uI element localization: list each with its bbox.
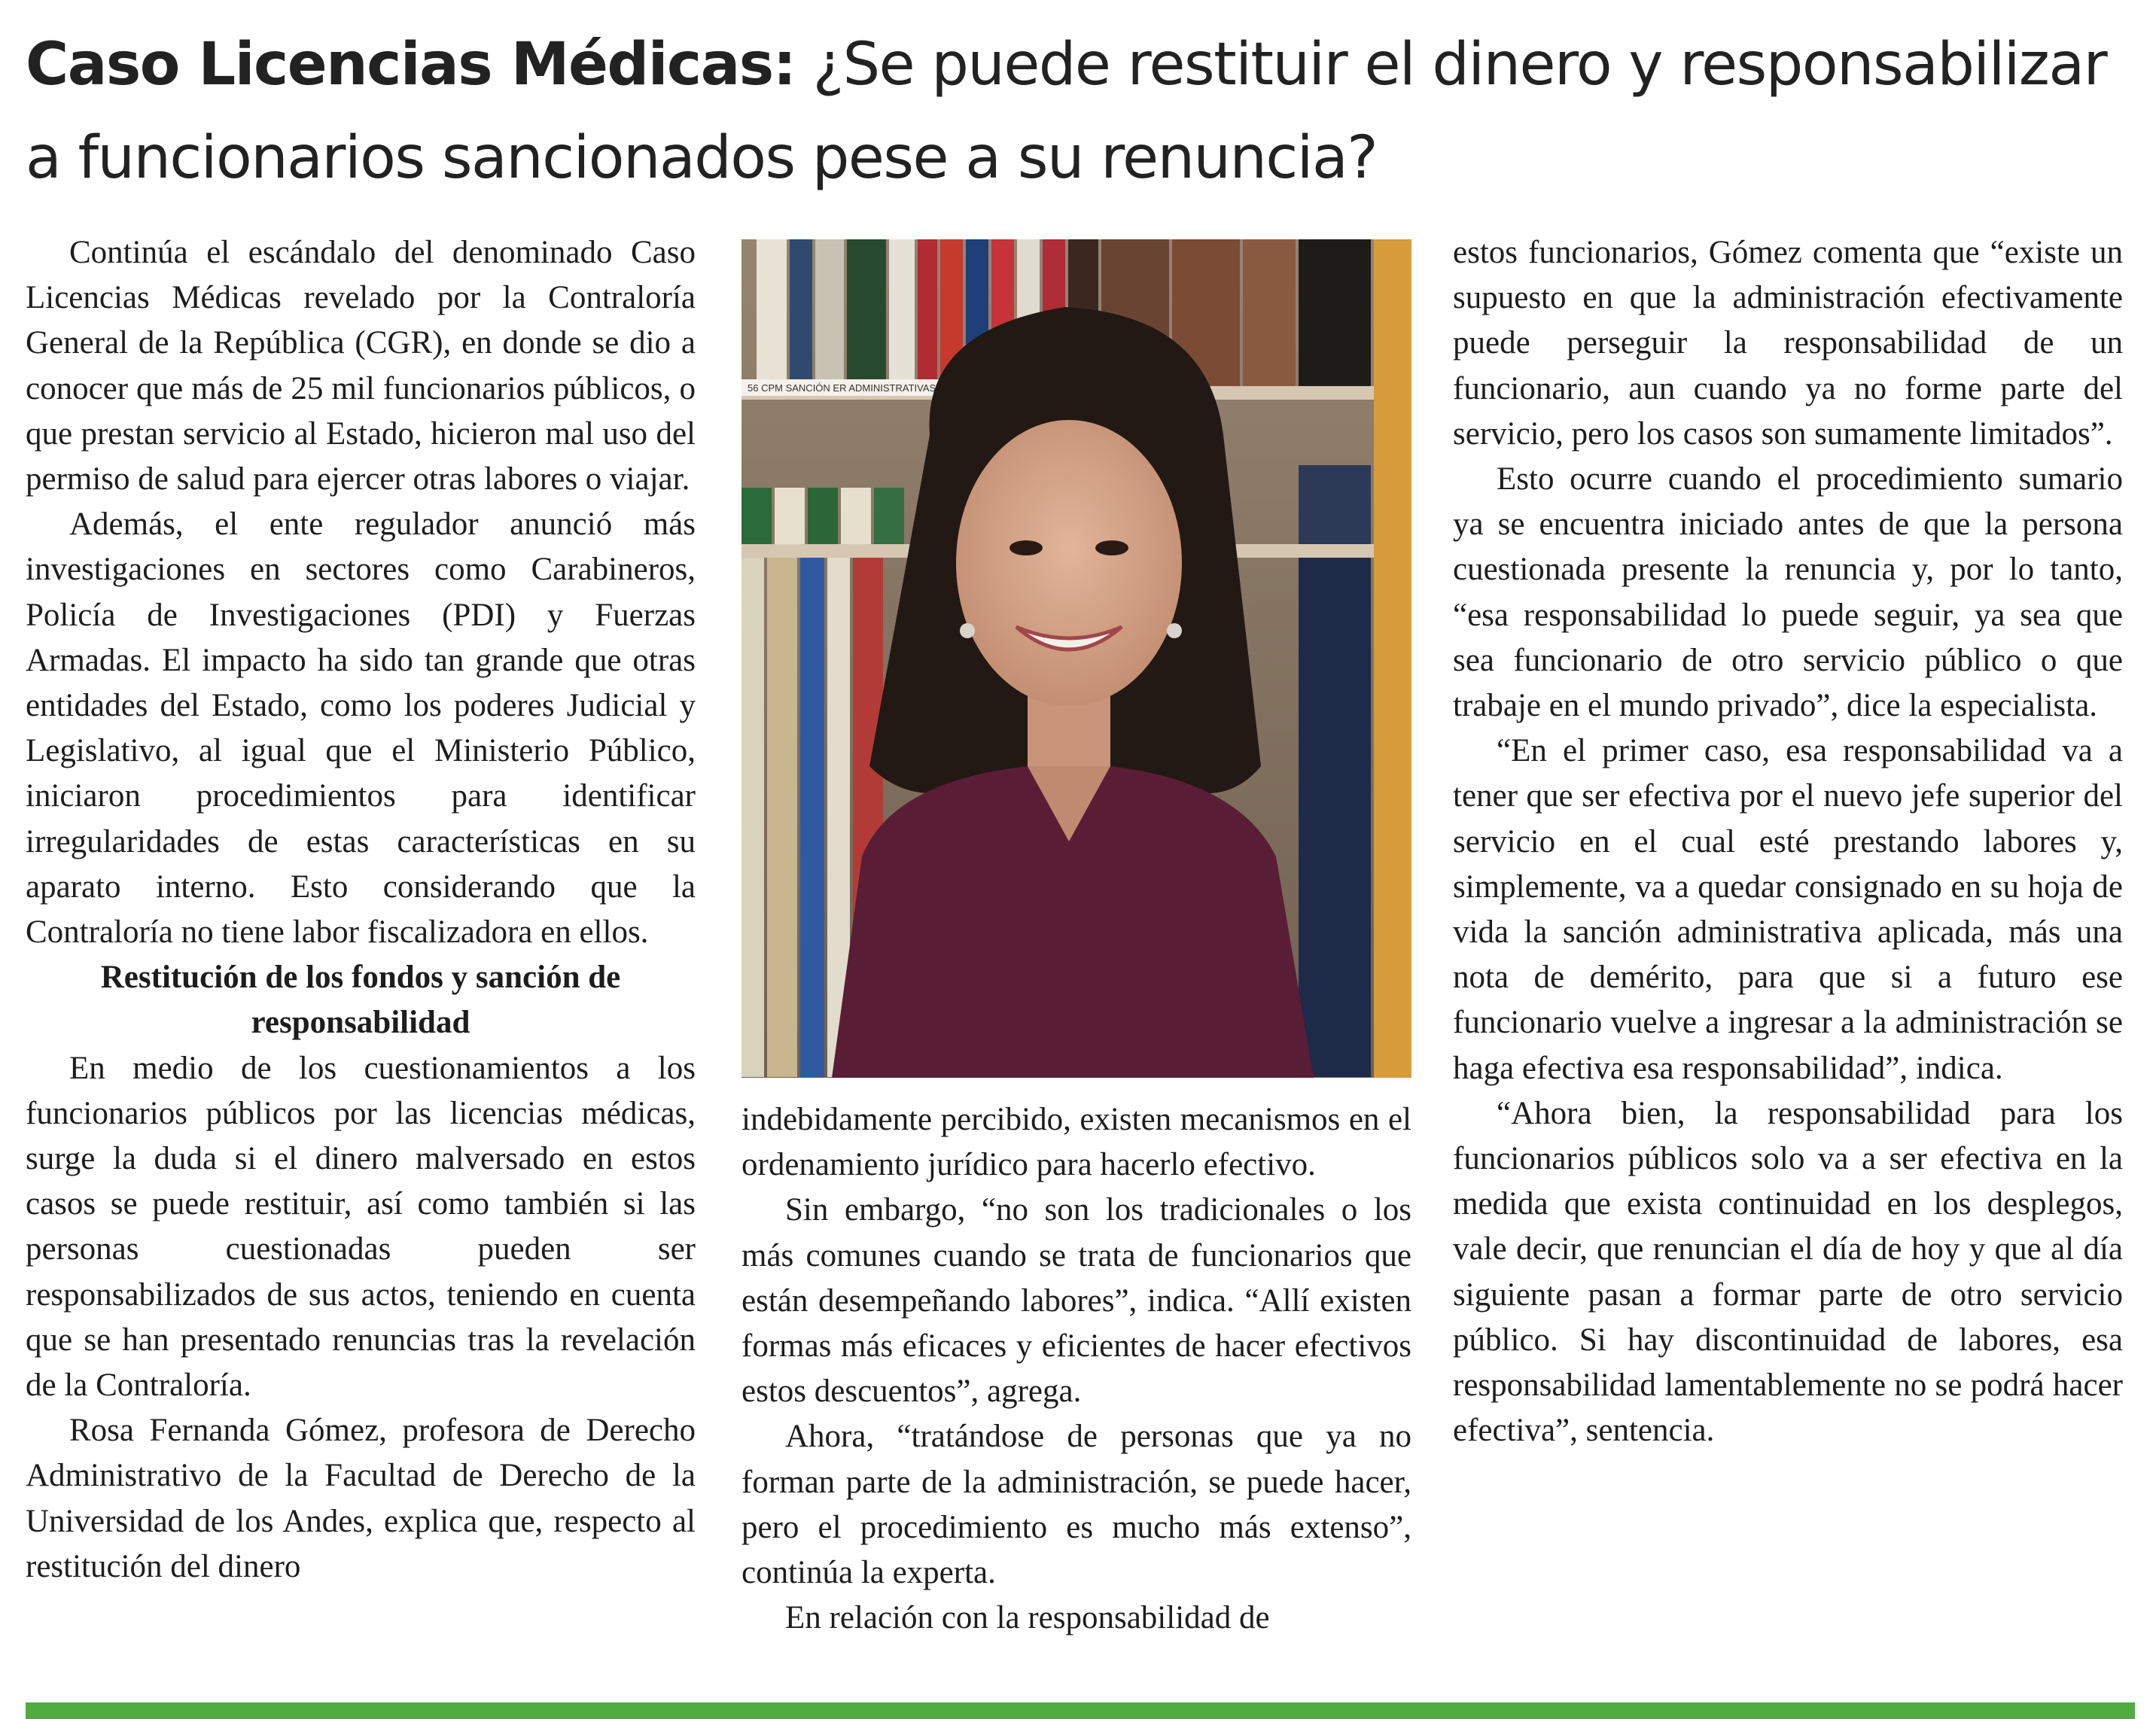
article-headline bbox=[26, 18, 2141, 205]
column-1 bbox=[26, 230, 696, 1590]
paragraph: “Ahora bien, la responsabilidad para los funcionarios públicos solo va a ser efectiva en la medida que exista continuidad en los desplegos, vale decir, que renuncian el día de hoy y que al día siguiente pasan a formar parte de otro servicio público. Si hay discontinuidad de labores, esa responsabilidad lamentablemente no se podrá hacer efectiva”, sentencia. bbox=[1453, 1095, 2123, 1449]
paragraph: Sin embargo, “no son los tradicionales o los más comunes cuando se trata de funcionarios que están desempeñando labores”, indica. “Allí existen formas más eficaces y eficientes de hacer efectivos estos descuentos”, agrega. bbox=[742, 1192, 1411, 1410]
paragraph: Esto ocurre cuando el procedimiento sumario ya se encuentra iniciado antes de que la persona cuestionada presente la renuncia y, por lo tanto, “esa responsabilidad lo puede seguir, ya sea que sea funcionario de otro servicio público o que trabaje en el mundo privado”, dice la especialista. bbox=[1453, 461, 2123, 724]
footer-accent-bar bbox=[26, 1702, 2135, 1719]
paragraph: indebidamente percibido, existen mecanismos en el ordenamiento jurídico para hacerlo efectivo. bbox=[742, 1102, 1411, 1183]
paragraph: estos funcionarios, Gómez comenta que “existe un supuesto en que la administración efectivamente puede perseguir la responsabilidad de un funcionario, aun cuando ya no forme parte del servicio, pero los casos son sumamente limitados”. bbox=[1453, 235, 2123, 452]
headline-bold: Caso Licencias Médicas: bbox=[26, 31, 796, 99]
paragraph: Rosa Fernanda Gómez, profesora de Derecho Administrativo de la Facultad de Derecho de la Universidad de los Andes, explica que, respecto al restitución del dinero bbox=[26, 1413, 696, 1584]
paragraph: Continúa el escándalo del denominado Caso Licencias Médicas revelado por la Contraloría General de la República (CGR), en donde se dio a conocer que más de 25 mil funcionarios públicos, o que prestan servicio al Estado, hicieron mal uso del permiso de salud para ejercer otras labores o viajar. bbox=[26, 235, 696, 497]
column-2 bbox=[742, 1097, 1411, 1641]
paragraph: En relación con la responsabilidad de bbox=[785, 1600, 1270, 1636]
paragraph: “En el primer caso, esa responsabilidad va a tener que ser efectiva por el nuevo jefe superior del servicio en el cual esté prestando labores y, simplemente, va a quedar consignado en su hoja de vida la sanción administrativa aplicada, más una nota de demérito, para que si a futuro ese funcionario vuelve a ingresar a la administración se haga efectiva esa responsabilidad”, indica. bbox=[1453, 733, 2123, 1086]
paragraph: Ahora, “tratándose de personas que ya no forman parte de la administración, se puede hacer, pero el procedimiento es mucho más extenso”, continúa la experta. bbox=[742, 1419, 1411, 1591]
column-3 bbox=[1453, 230, 2123, 1453]
paragraph: En medio de los cuestionamientos a los funcionarios públicos por las licencias médicas, surge la duda si el dinero malversado en estos casos se puede restituir, así como también si las personas cuestionadas pueden ser responsabilizados de sus actos, teniendo en cuenta que se han presentado renuncias tras la revelación de la Contraloría. bbox=[26, 1050, 696, 1404]
headline-rest: ¿Se puede restituir el dinero y responsabilizar a funcionarios sancionados pese a su renuncia? bbox=[26, 31, 2107, 192]
portrait-photo bbox=[742, 239, 1411, 1078]
section-subheading: Restitución de los fondos y sanción de responsabilidad bbox=[100, 960, 621, 1041]
portrait-illustration bbox=[742, 239, 1411, 1078]
shelf-label: 56 CPM SANCIÓN ER ADMINISTRATIVAS bbox=[748, 382, 936, 394]
paragraph: Además, el ente regulador anunció más investigaciones en sectores como Carabineros, Policía de Investigaciones (PDI) y Fuerzas Armadas. El impacto ha sido tan grande que otras entidades del Estado, como los poderes Judicial y Legislativo, al igual que el Ministerio Público, iniciaron procedimientos para identificar irregularidades de estas características en su aparato interno. Esto considerando que la Contraloría no tiene labor fiscalizadora en ellos. bbox=[26, 507, 696, 951]
